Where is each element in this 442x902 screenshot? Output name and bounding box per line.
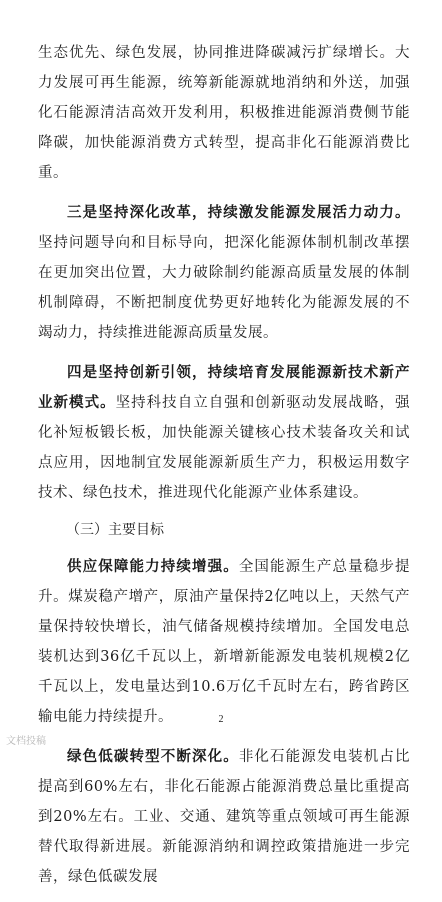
paragraph-innovation [38, 358, 410, 508]
watermark: 文档投稿 [6, 736, 46, 747]
paragraph-text: 坚持科技自立自强和创新驱动发展战略，强化补短板锻长板，加快能源关键核心技术装备攻关和试点应用，因地制宜发展能源新质生产力，积极运用数字技术、绿色技术，推进现代化能源产业体系建设。 [38, 395, 410, 501]
document-body [38, 38, 410, 902]
paragraph-lead: 供应保障能力持续增强。 [67, 558, 239, 575]
paragraph-deepen-reform [38, 198, 410, 348]
paragraph-green-transition [38, 742, 410, 892]
paragraph-lead: 四是坚持创新引领，持续培育发展能源新技术新产业新模式。 [38, 364, 410, 411]
paragraph-text: 全国能源生产总量稳步提升。煤炭稳产增产，原油产量保持2亿吨以上，天然气产量保持较快增长，油气储备规模持续增加。全国发电总装机达到36亿千瓦以上，新增新能源发电装机规模2亿千瓦以上，发电量达到10.6万亿千瓦时左右，跨省跨区输电能力持续提升。 [38, 559, 411, 725]
page-number: 2 [218, 714, 224, 725]
paragraph-text: 非化石能源发电装机占比提高到60%左右，非化石能源占能源消费总量比重提高到20%左右。工业、交通、建筑等重点领域可再生能源替代取得新进展。新能源消纳和调控政策措施进一步完善，绿色低碳发展 [38, 749, 411, 885]
paragraph-green-development [38, 38, 410, 188]
paragraph-supply-security [38, 552, 410, 732]
paragraph-text: 生态优先、绿色发展，协同推进降碳减污扩绿增长。大力发展可再生能源，统筹新能源就地消纳和外送，加强化石能源清洁高效开发利用，积极推进能源消费侧节能降碳，加快能源消费方式转型，提高非化石能源消费比重。 [38, 45, 410, 181]
paragraph-text: 坚持问题导向和目标导向，把深化能源体制机制改革摆在更加突出位置，大力破除制约能源高质量发展的体制机制障碍，不断把制度优势更好地转化为能源发展的不竭动力，持续推进能源高质量发展。 [38, 235, 410, 341]
paragraph-lead: 三是坚持深化改革，持续激发能源发展活力动力。 [67, 204, 410, 221]
section-heading: （三）主要目标 [66, 522, 164, 538]
paragraph-lead: 绿色低碳转型不断深化。 [67, 748, 239, 765]
